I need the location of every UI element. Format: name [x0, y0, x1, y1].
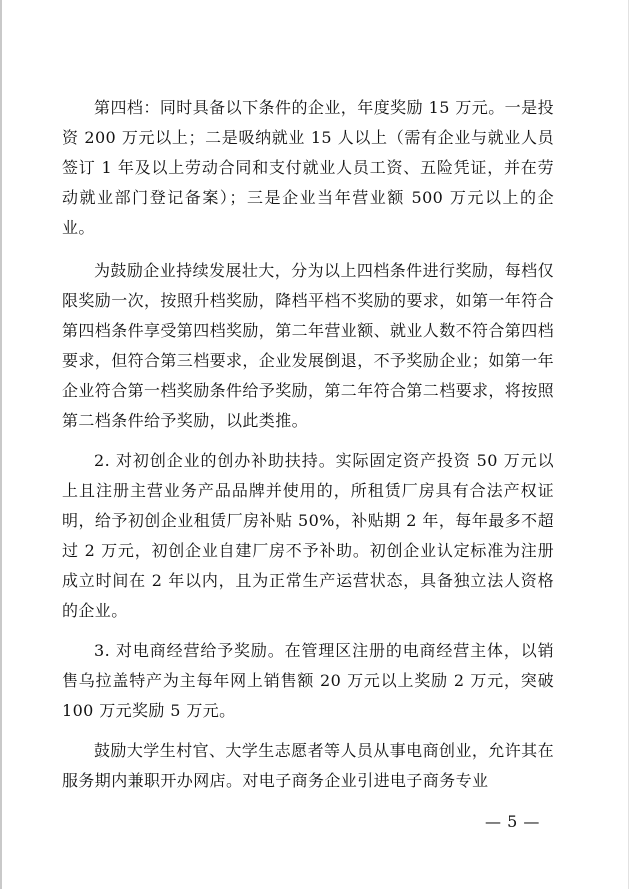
paragraph-text: 鼓励大学生村官、大学生志愿者等人员从事电商创业，允许其在服务期内兼职开办网店。对电子商务企业引进电子商务专业 [62, 741, 554, 790]
paragraph-ecommerce-reward [62, 636, 554, 726]
document-body [62, 93, 554, 796]
paragraph-text: 实际固定资产投资 50 万元以上且注册主营业务产品品牌并使用的，所租赁厂房具有合法产权证明，给予初创企业租赁厂房补贴 50%，补贴期 2 年，每年最多不超过 2 万元，初创企业自建厂房不予补助。初创企业认定标准为注册成立时间在 2 年以内，且为正常生产运营状态，具备独立法人资格的企业。 [62, 451, 554, 620]
paragraph-lead: 2. 对初创企业的创办补助扶持。 [94, 451, 336, 470]
paragraph-incentive-rules [62, 256, 554, 436]
page-number: — 5 — [485, 812, 540, 831]
page-left-edge [0, 0, 2, 889]
paragraph-text: 为鼓励企业持续发展壮大，分为以上四档条件进行奖励，每档仅限奖励一次，按照升档奖励，降档平档不奖励的要求，如第一年符合第四档条件享受第四档奖励，第二年营业额、就业人数不符合第四档要求，但符合第三档要求，企业发展倒退，不予奖励企业；如第一年企业符合第一档奖励条件给予奖励，第二年符合第二档要求，将按照第二档条件给予奖励，以此类推。 [62, 261, 555, 430]
paragraph-graduate-entrepreneurship [62, 736, 554, 796]
paragraph-lead: 3. 对电商经营给予奖励。 [94, 641, 285, 660]
paragraph-tier-four [62, 93, 554, 243]
paragraph-text: 第四档：同时具备以下条件的企业，年度奖励 15 万元。一是投资 200 万元以上；二是吸纳就业 15 人以上（需有企业与就业人员签订 1 年及以上劳动合同和支付就业人员工资、五险凭证，并在劳动就业部门登记备案）；三是企业当年营业额 500 万元以上的企业。 [62, 98, 554, 237]
paragraph-startup-subsidy [62, 446, 554, 626]
paragraph-text: 在管理区注册的电商经营主体，以销售乌拉盖特产为主每年网上销售额 20 万元以上奖励 2 万元，突破 100 万元奖励 5 万元。 [62, 641, 554, 720]
